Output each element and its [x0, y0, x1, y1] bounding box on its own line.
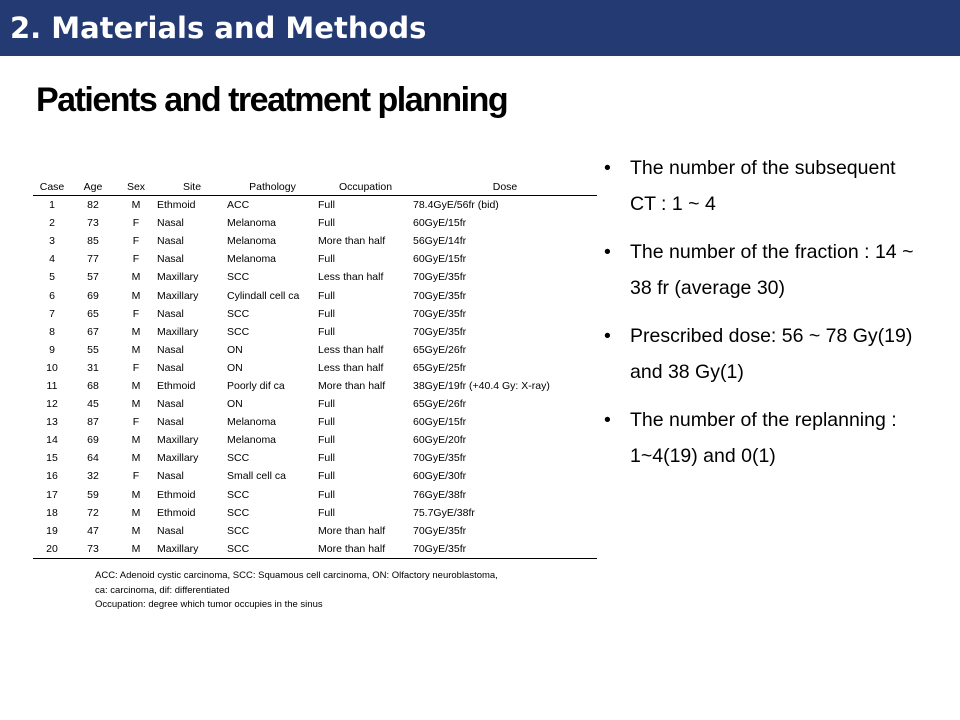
cell-sex: F — [132, 235, 140, 248]
cell-age: 68 — [87, 379, 99, 392]
cell-sex: M — [131, 524, 141, 537]
cell-site: Maxillary — [157, 434, 199, 447]
cell-occupation: More than half — [318, 524, 386, 537]
cell-occupation: Full — [318, 452, 335, 465]
column-header-sex: Sex — [115, 178, 157, 196]
cell-site: Maxillary — [157, 540, 227, 559]
cell-sex: M — [115, 540, 157, 559]
table-row — [33, 431, 597, 449]
cell-pathology: Melanoma — [227, 217, 277, 230]
cell-sex: M — [131, 398, 141, 411]
cell-pathology: SCC — [227, 307, 250, 320]
cell-sex: M — [131, 488, 141, 501]
section-title: 2. Materials and Methods — [10, 11, 427, 45]
cell-case: 20 — [33, 540, 71, 559]
cell-case: 14 — [46, 434, 58, 447]
table-row — [33, 377, 597, 395]
cell-age: 59 — [87, 488, 99, 501]
cell-dose: 60GyE/20fr — [413, 434, 467, 447]
cell-age: 47 — [87, 524, 99, 537]
table-row — [33, 323, 597, 341]
bullet-text: The number of the replanning : 1~4(19) and 0(1) — [630, 409, 897, 467]
cell-age: 82 — [87, 199, 99, 212]
table-row — [33, 196, 597, 215]
cell-age: 57 — [87, 271, 99, 284]
cell-dose: 70GyE/35fr — [413, 271, 467, 284]
cell-pathology: Melanoma — [227, 235, 277, 248]
cell-age: 65 — [87, 307, 99, 320]
cell-occupation: Full — [318, 325, 335, 338]
cell-site: Nasal — [157, 343, 184, 356]
cell-case: 15 — [46, 452, 58, 465]
footnote-occupation: Occupation: degree which tumor occupies in the sinus — [95, 599, 323, 610]
cell-sex: M — [131, 452, 141, 465]
cell-dose: 70GyE/35fr — [413, 540, 597, 559]
cell-occupation: Full — [318, 289, 335, 302]
table-body — [33, 196, 597, 559]
table-row — [33, 504, 597, 522]
cell-pathology: SCC — [227, 325, 250, 338]
table-row — [33, 486, 597, 504]
cell-dose: 78.4GyE/56fr (bid) — [413, 199, 499, 212]
cell-case: 1 — [49, 199, 55, 212]
bullet-fraction — [604, 234, 924, 306]
cell-pathology: ON — [227, 343, 243, 356]
table-row — [33, 305, 597, 323]
cell-pathology: SCC — [227, 524, 250, 537]
summary-bullets — [604, 150, 924, 486]
cell-dose: 60GyE/15fr — [413, 253, 467, 266]
cell-sex: M — [131, 379, 141, 392]
cell-site: Nasal — [157, 524, 184, 537]
cell-pathology: SCC — [227, 452, 250, 465]
cell-site: Ethmoid — [157, 506, 196, 519]
table-row — [33, 250, 597, 268]
cell-age: 31 — [87, 361, 99, 374]
cell-pathology: ON — [227, 361, 243, 374]
cell-dose: 65GyE/26fr — [413, 398, 467, 411]
cell-occupation: More than half — [318, 540, 413, 559]
cell-occupation: More than half — [318, 379, 386, 392]
cell-sex: F — [132, 361, 140, 374]
cell-dose: 70GyE/35fr — [413, 524, 467, 537]
column-header-case: Case — [33, 178, 71, 196]
table-row — [33, 359, 597, 377]
cell-case: 17 — [46, 488, 58, 501]
cell-occupation: Full — [318, 253, 335, 266]
cell-age: 64 — [87, 452, 99, 465]
cell-sex: F — [132, 217, 140, 230]
bullet-dot: • — [604, 325, 611, 347]
table-footnotes — [95, 569, 595, 613]
cell-site: Ethmoid — [157, 379, 196, 392]
cell-case: 7 — [49, 307, 55, 320]
cell-age: 87 — [87, 416, 99, 429]
cell-sex: M — [131, 434, 141, 447]
cell-site: Ethmoid — [157, 488, 196, 501]
column-header-pathology: Pathology — [227, 178, 318, 196]
cell-sex: F — [132, 307, 140, 320]
cell-site: Nasal — [157, 361, 184, 374]
cell-case: 11 — [46, 379, 58, 392]
cell-occupation: Full — [318, 398, 335, 411]
cell-site: Nasal — [157, 470, 184, 483]
cell-case: 19 — [46, 524, 58, 537]
table-row — [33, 395, 597, 413]
cell-dose: 70GyE/35fr — [413, 325, 467, 338]
cell-pathology: SCC — [227, 488, 250, 501]
bullet-replanning — [604, 402, 924, 474]
cell-sex: M — [131, 506, 141, 519]
cell-case: 16 — [46, 470, 58, 483]
cell-site: Ethmoid — [157, 199, 196, 212]
cell-sex: M — [131, 199, 141, 212]
cell-dose: 70GyE/35fr — [413, 307, 467, 320]
table-row — [33, 540, 597, 559]
cell-occupation: Full — [318, 217, 335, 230]
cell-sex: F — [132, 416, 140, 429]
cell-pathology: Melanoma — [227, 253, 277, 266]
column-header-site: Site — [157, 178, 227, 196]
cell-occupation: Full — [318, 506, 335, 519]
cell-case: 18 — [46, 506, 58, 519]
cell-dose: 38GyE/19fr (+40.4 Gy: X-ray) — [413, 379, 550, 392]
cell-pathology: Melanoma — [227, 416, 277, 429]
cell-case: 4 — [49, 253, 55, 266]
cell-site: Nasal — [157, 235, 184, 248]
cell-case: 9 — [49, 343, 55, 356]
cell-case: 6 — [49, 289, 55, 302]
cell-occupation: Full — [318, 416, 335, 429]
cell-dose: 76GyE/38fr — [413, 488, 467, 501]
table-header-row — [33, 178, 597, 196]
cell-age: 73 — [71, 540, 115, 559]
table-row — [33, 413, 597, 431]
bullet-dot: • — [604, 409, 611, 431]
bullet-dot: • — [604, 241, 611, 263]
cell-pathology: Melanoma — [227, 434, 277, 447]
column-header-dose: Dose — [413, 178, 597, 196]
cell-site: Maxillary — [157, 289, 199, 302]
cell-pathology: SCC — [227, 540, 318, 559]
cell-pathology: ON — [227, 398, 243, 411]
cell-dose: 56GyE/14fr — [413, 235, 467, 248]
cell-site: Maxillary — [157, 271, 199, 284]
cell-pathology: SCC — [227, 506, 250, 519]
cell-site: Nasal — [157, 416, 184, 429]
cell-dose: 60GyE/15fr — [413, 217, 467, 230]
cell-case: 2 — [49, 217, 55, 230]
cell-pathology: SCC — [227, 271, 250, 284]
cell-site: Nasal — [157, 253, 184, 266]
column-header-age: Age — [71, 178, 115, 196]
bullet-text: Prescribed dose: 56 ~ 78 Gy(19) and 38 Gy(1) — [630, 325, 913, 383]
cell-case: 13 — [46, 416, 58, 429]
cell-occupation: Full — [318, 434, 335, 447]
cell-dose: 60GyE/30fr — [413, 470, 467, 483]
table-row — [33, 232, 597, 250]
cell-case: 8 — [49, 325, 55, 338]
bullet-prescribed-dose — [604, 318, 924, 390]
cell-occupation: Full — [318, 470, 335, 483]
cell-age: 32 — [87, 470, 99, 483]
cell-sex: F — [132, 253, 140, 266]
footnote-abbreviations-cont: ca: carcinoma, dif: differentiated — [95, 584, 230, 596]
cell-case: 5 — [49, 271, 55, 284]
cell-age: 67 — [87, 325, 99, 338]
cell-age: 69 — [87, 289, 99, 302]
cell-age: 77 — [87, 253, 99, 266]
cell-site: Nasal — [157, 217, 184, 230]
cell-sex: M — [131, 271, 141, 284]
cell-dose: 70GyE/35fr — [413, 289, 467, 302]
patients-table-container — [33, 178, 597, 559]
cell-pathology: Small cell ca — [227, 470, 286, 483]
cell-site: Nasal — [157, 398, 184, 411]
bullet-dot: • — [604, 157, 611, 179]
cell-dose: 70GyE/35fr — [413, 452, 467, 465]
slide-title: Patients and treatment planning — [36, 81, 508, 119]
table-row — [33, 286, 597, 304]
header-bar — [0, 0, 960, 56]
footnote-abbreviations: ACC: Adenoid cystic carcinoma, SCC: Squamous cell carcinoma, ON: Olfactory neuroblastoma, — [95, 570, 498, 581]
cell-occupation: Full — [318, 488, 335, 501]
cell-occupation: Full — [318, 307, 335, 320]
cell-sex: M — [131, 289, 141, 302]
bullet-text: The number of the subsequent CT : 1 ~ 4 — [630, 157, 896, 215]
cell-age: 85 — [87, 235, 99, 248]
cell-dose: 75.7GyE/38fr — [413, 506, 475, 519]
cell-occupation: More than half — [318, 235, 386, 248]
cell-sex: M — [131, 343, 141, 356]
table-row — [33, 341, 597, 359]
table-row — [33, 214, 597, 232]
cell-occupation: Less than half — [318, 361, 384, 374]
cell-pathology: Cylindall cell ca — [227, 289, 300, 302]
cell-occupation: Full — [318, 199, 335, 212]
column-header-occupation: Occupation — [318, 178, 413, 196]
cell-case: 10 — [46, 361, 58, 374]
table-row — [33, 522, 597, 540]
cell-pathology: ACC — [227, 199, 250, 212]
cell-age: 73 — [87, 217, 99, 230]
cell-age: 45 — [87, 398, 99, 411]
cell-case: 3 — [49, 235, 55, 248]
cell-case: 12 — [46, 398, 58, 411]
cell-pathology: Poorly dif ca — [227, 379, 285, 392]
bullet-subsequent-ct — [604, 150, 924, 222]
table-row — [33, 467, 597, 485]
cell-dose: 65GyE/26fr — [413, 343, 467, 356]
cell-occupation: Less than half — [318, 271, 384, 284]
cell-site: Maxillary — [157, 452, 199, 465]
cell-age: 55 — [87, 343, 99, 356]
patients-table — [33, 178, 597, 559]
cell-age: 69 — [87, 434, 99, 447]
cell-dose: 60GyE/15fr — [413, 416, 467, 429]
cell-site: Nasal — [157, 307, 184, 320]
cell-age: 72 — [87, 506, 99, 519]
cell-occupation: Less than half — [318, 343, 384, 356]
cell-sex: F — [132, 470, 140, 483]
table-row — [33, 268, 597, 286]
table-row — [33, 449, 597, 467]
bullet-text: The number of the fraction : 14 ~ 38 fr (average 30) — [630, 241, 914, 299]
cell-site: Maxillary — [157, 325, 199, 338]
cell-sex: M — [131, 325, 141, 338]
cell-dose: 65GyE/25fr — [413, 361, 467, 374]
